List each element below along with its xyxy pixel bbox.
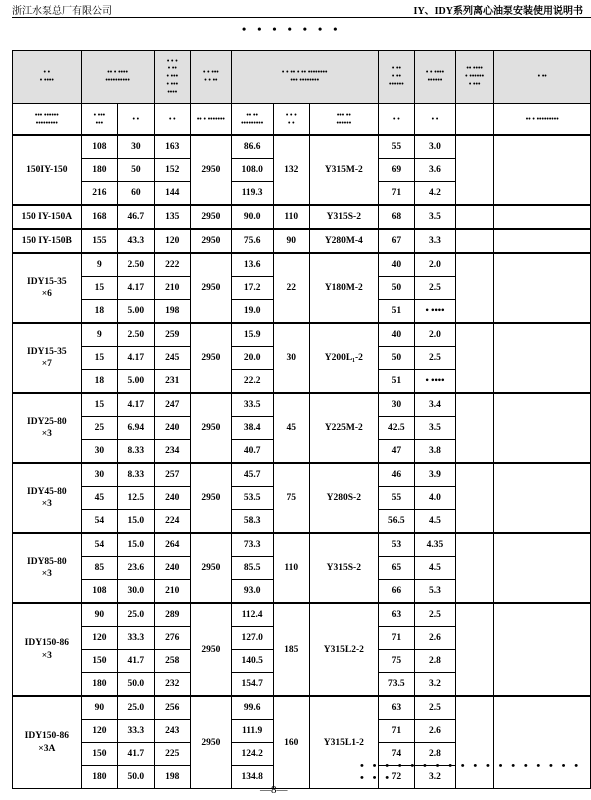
flow-m3h-cell: 180 bbox=[81, 159, 117, 182]
unit-0: ••• •••••• ••••••••• bbox=[13, 104, 82, 136]
model-cell: IDY85-80 ×3 bbox=[13, 533, 82, 603]
table-row bbox=[13, 253, 591, 277]
flow-m3h-cell: 155 bbox=[81, 229, 117, 253]
unit-10 bbox=[455, 104, 494, 136]
head-cell: 135 bbox=[154, 205, 190, 229]
flow-m3h-cell: 18 bbox=[81, 300, 117, 324]
shaft-power-cell: 19.0 bbox=[231, 300, 273, 324]
flow-ls-cell: 41.7 bbox=[118, 650, 154, 673]
efficiency-cell: 40 bbox=[378, 323, 414, 347]
flow-m3h-cell: 90 bbox=[81, 696, 117, 720]
header-company: 浙江水泵总厂有限公司 bbox=[12, 6, 112, 17]
motor-power-cell: 30 bbox=[273, 323, 309, 393]
motor-model-cell: Y315L2-2 bbox=[310, 603, 379, 696]
head-cell: 232 bbox=[154, 673, 190, 697]
shaft-power-cell: 154.7 bbox=[231, 673, 273, 697]
speed-cell: 2950 bbox=[191, 393, 232, 463]
npsh-cell: 4.0 bbox=[415, 487, 456, 510]
head-cell: 240 bbox=[154, 417, 190, 440]
shaft-power-cell: 75.6 bbox=[231, 229, 273, 253]
npsh-cell: 2.5 bbox=[415, 347, 456, 370]
model-cell: 150 IY-150B bbox=[13, 229, 82, 253]
pump-group bbox=[13, 393, 591, 463]
pump-group bbox=[13, 603, 591, 696]
model-cell: IDY15-35 ×6 bbox=[13, 253, 82, 323]
flow-ls-cell: 33.3 bbox=[118, 720, 154, 743]
remark-cell bbox=[494, 229, 591, 253]
flow-ls-cell: 5.00 bbox=[118, 370, 154, 394]
weight-cell bbox=[455, 229, 494, 253]
flow-m3h-cell: 120 bbox=[81, 720, 117, 743]
motor-power-cell: 90 bbox=[273, 229, 309, 253]
motor-model-cell: Y315S-2 bbox=[310, 533, 379, 603]
efficiency-cell: 30 bbox=[378, 393, 414, 417]
flow-ls-cell: 15.0 bbox=[118, 533, 154, 557]
npsh-cell: 4.5 bbox=[415, 510, 456, 534]
table-row bbox=[13, 205, 591, 229]
flow-m3h-cell: 108 bbox=[81, 135, 117, 159]
table-row bbox=[13, 696, 591, 720]
shaft-power-cell: 73.3 bbox=[231, 533, 273, 557]
model-cell: IDY150-86 ×3 bbox=[13, 603, 82, 696]
speed-cell: 2950 bbox=[191, 533, 232, 603]
head-cell: 257 bbox=[154, 463, 190, 487]
speed-cell: 2950 bbox=[191, 205, 232, 229]
motor-model-cell: Y200L₁-2 bbox=[310, 323, 379, 393]
motor-model-cell: Y280M-4 bbox=[310, 229, 379, 253]
shaft-power-cell: 119.3 bbox=[231, 182, 273, 206]
motor-model-cell: Y280S-2 bbox=[310, 463, 379, 533]
shaft-power-cell: 86.6 bbox=[231, 135, 273, 159]
flow-ls-cell: 60 bbox=[118, 182, 154, 206]
table-row bbox=[13, 393, 591, 417]
flow-ls-cell: 8.33 bbox=[118, 463, 154, 487]
efficiency-cell: 53 bbox=[378, 533, 414, 557]
head-cell: 276 bbox=[154, 627, 190, 650]
flow-m3h-cell: 9 bbox=[81, 323, 117, 347]
model-cell: IDY150-86 ×3A bbox=[13, 696, 82, 789]
npsh-cell: 3.8 bbox=[415, 440, 456, 464]
pump-group bbox=[13, 463, 591, 533]
motor-power-cell: 132 bbox=[273, 135, 309, 205]
table-row bbox=[13, 463, 591, 487]
col-head-weight: •• •••• • •••••• • ••• bbox=[455, 51, 494, 104]
flow-m3h-cell: 90 bbox=[81, 603, 117, 627]
top-dots: • • • • • • • bbox=[242, 22, 342, 36]
efficiency-cell: 55 bbox=[378, 135, 414, 159]
remark-cell bbox=[494, 135, 591, 205]
head-cell: 120 bbox=[154, 229, 190, 253]
shaft-power-cell: 15.9 bbox=[231, 323, 273, 347]
speed-cell: 2950 bbox=[191, 135, 232, 205]
flow-ls-cell: 50.0 bbox=[118, 673, 154, 697]
remark-cell bbox=[494, 323, 591, 393]
shaft-power-cell: 127.0 bbox=[231, 627, 273, 650]
flow-m3h-cell: 54 bbox=[81, 510, 117, 534]
pump-group bbox=[13, 253, 591, 323]
efficiency-cell: 65 bbox=[378, 557, 414, 580]
remark-cell bbox=[494, 393, 591, 463]
npsh-cell: 3.2 bbox=[415, 766, 456, 789]
shaft-power-cell: 134.8 bbox=[231, 766, 273, 789]
npsh-cell: 2.5 bbox=[415, 696, 456, 720]
shaft-power-cell: 33.5 bbox=[231, 393, 273, 417]
npsh-cell: • •••• bbox=[415, 300, 456, 324]
efficiency-cell: 40 bbox=[378, 253, 414, 277]
table-row bbox=[13, 135, 591, 159]
flow-ls-cell: 4.17 bbox=[118, 347, 154, 370]
pump-group bbox=[13, 323, 591, 393]
efficiency-cell: 71 bbox=[378, 627, 414, 650]
flow-ls-cell: 30 bbox=[118, 135, 154, 159]
npsh-cell: 4.2 bbox=[415, 182, 456, 206]
shaft-power-cell: 99.6 bbox=[231, 696, 273, 720]
flow-m3h-cell: 15 bbox=[81, 277, 117, 300]
npsh-cell: • •••• bbox=[415, 370, 456, 394]
npsh-cell: 2.5 bbox=[415, 603, 456, 627]
head-cell: 144 bbox=[154, 182, 190, 206]
col-head-model: • • • •••• bbox=[13, 51, 82, 104]
flow-m3h-cell: 25 bbox=[81, 417, 117, 440]
flow-m3h-cell: 9 bbox=[81, 253, 117, 277]
unit-3: • • bbox=[154, 104, 190, 136]
motor-model-cell: Y225M-2 bbox=[310, 393, 379, 463]
flow-ls-cell: 6.94 bbox=[118, 417, 154, 440]
npsh-cell: 5.3 bbox=[415, 580, 456, 604]
efficiency-cell: 46 bbox=[378, 463, 414, 487]
npsh-cell: 3.5 bbox=[415, 205, 456, 229]
efficiency-cell: 75 bbox=[378, 650, 414, 673]
motor-power-cell: 75 bbox=[273, 463, 309, 533]
flow-ls-cell: 23.6 bbox=[118, 557, 154, 580]
head-cell: 240 bbox=[154, 487, 190, 510]
shaft-power-cell: 17.2 bbox=[231, 277, 273, 300]
header-rule bbox=[12, 17, 591, 18]
table-row bbox=[13, 603, 591, 627]
header-title: IY、IDY系列离心油泵安装使用说明书 bbox=[413, 6, 583, 17]
motor-power-cell: 45 bbox=[273, 393, 309, 463]
unit-6: • • • • • bbox=[273, 104, 309, 136]
flow-ls-cell: 41.7 bbox=[118, 743, 154, 766]
speed-cell: 2950 bbox=[191, 603, 232, 696]
model-cell: 150IY-150 bbox=[13, 135, 82, 205]
shaft-power-cell: 111.9 bbox=[231, 720, 273, 743]
head-cell: 264 bbox=[154, 533, 190, 557]
flow-m3h-cell: 150 bbox=[81, 743, 117, 766]
col-head-npsh: • • •••• •••••• bbox=[415, 51, 456, 104]
efficiency-cell: 69 bbox=[378, 159, 414, 182]
model-cell: 150 IY-150A bbox=[13, 205, 82, 229]
npsh-cell: 3.2 bbox=[415, 673, 456, 697]
npsh-cell: 2.6 bbox=[415, 627, 456, 650]
head-cell: 234 bbox=[154, 440, 190, 464]
flow-ls-cell: 25.0 bbox=[118, 603, 154, 627]
head-cell: 225 bbox=[154, 743, 190, 766]
speed-cell: 2950 bbox=[191, 696, 232, 789]
unit-9: • • bbox=[415, 104, 456, 136]
pump-group bbox=[13, 533, 591, 603]
col-head-flow: •• • •••• •••••••••• bbox=[81, 51, 154, 104]
flow-ls-cell: 25.0 bbox=[118, 696, 154, 720]
flow-m3h-cell: 45 bbox=[81, 487, 117, 510]
shaft-power-cell: 112.4 bbox=[231, 603, 273, 627]
shaft-power-cell: 20.0 bbox=[231, 347, 273, 370]
npsh-cell: 3.3 bbox=[415, 229, 456, 253]
motor-power-cell: 160 bbox=[273, 696, 309, 789]
flow-ls-cell: 5.00 bbox=[118, 300, 154, 324]
head-cell: 259 bbox=[154, 323, 190, 347]
npsh-cell: 4.35 bbox=[415, 533, 456, 557]
motor-power-cell: 110 bbox=[273, 533, 309, 603]
speed-cell: 2950 bbox=[191, 229, 232, 253]
motor-power-cell: 22 bbox=[273, 253, 309, 323]
flow-ls-cell: 12.5 bbox=[118, 487, 154, 510]
col-head-eff: • •• • •• •••••• bbox=[378, 51, 414, 104]
efficiency-cell: 74 bbox=[378, 743, 414, 766]
npsh-cell: 3.0 bbox=[415, 135, 456, 159]
motor-model-cell: Y315S-2 bbox=[310, 205, 379, 229]
head-cell: 240 bbox=[154, 557, 190, 580]
npsh-cell: 2.0 bbox=[415, 253, 456, 277]
flow-m3h-cell: 15 bbox=[81, 393, 117, 417]
flow-ls-cell: 46.7 bbox=[118, 205, 154, 229]
efficiency-cell: 47 bbox=[378, 440, 414, 464]
shaft-power-cell: 40.7 bbox=[231, 440, 273, 464]
npsh-cell: 3.4 bbox=[415, 393, 456, 417]
head-cell: 224 bbox=[154, 510, 190, 534]
npsh-cell: 3.5 bbox=[415, 417, 456, 440]
flow-ls-cell: 30.0 bbox=[118, 580, 154, 604]
shaft-power-cell: 38.4 bbox=[231, 417, 273, 440]
head-cell: 231 bbox=[154, 370, 190, 394]
head-cell: 210 bbox=[154, 277, 190, 300]
efficiency-cell: 68 bbox=[378, 205, 414, 229]
motor-power-cell: 185 bbox=[273, 603, 309, 696]
model-cell: IDY25-80 ×3 bbox=[13, 393, 82, 463]
efficiency-cell: 67 bbox=[378, 229, 414, 253]
pump-group bbox=[13, 135, 591, 205]
bottom-dots: • • • • • • • • • • • • • • • • • • • • • bbox=[360, 760, 582, 784]
efficiency-cell: 73.5 bbox=[378, 673, 414, 697]
head-cell: 198 bbox=[154, 766, 190, 789]
head-cell: 210 bbox=[154, 580, 190, 604]
unit-11: •• • ••••••••• bbox=[494, 104, 591, 136]
shaft-power-cell: 90.0 bbox=[231, 205, 273, 229]
head-cell: 256 bbox=[154, 696, 190, 720]
npsh-cell: 2.5 bbox=[415, 277, 456, 300]
head-cell: 152 bbox=[154, 159, 190, 182]
weight-cell bbox=[455, 253, 494, 323]
flow-m3h-cell: 180 bbox=[81, 766, 117, 789]
shaft-power-cell: 58.3 bbox=[231, 510, 273, 534]
unit-1: • ••• ••• bbox=[81, 104, 117, 136]
remark-cell bbox=[494, 253, 591, 323]
page-header bbox=[12, 0, 591, 16]
col-head-remark: • •• bbox=[494, 51, 591, 104]
pump-spec-table bbox=[12, 50, 591, 789]
weight-cell bbox=[455, 135, 494, 205]
pump-group bbox=[13, 205, 591, 229]
speed-cell: 2950 bbox=[191, 253, 232, 323]
flow-m3h-cell: 30 bbox=[81, 463, 117, 487]
unit-4: •• • ••••••• bbox=[191, 104, 232, 136]
header-row-1 bbox=[13, 51, 591, 104]
npsh-cell: 3.6 bbox=[415, 159, 456, 182]
flow-m3h-cell: 120 bbox=[81, 627, 117, 650]
head-cell: 245 bbox=[154, 347, 190, 370]
efficiency-cell: 56.5 bbox=[378, 510, 414, 534]
head-cell: 222 bbox=[154, 253, 190, 277]
col-head-power: • • •• • •• •••••••• ••• •••••••• bbox=[231, 51, 378, 104]
table-row bbox=[13, 229, 591, 253]
flow-m3h-cell: 150 bbox=[81, 650, 117, 673]
flow-m3h-cell: 180 bbox=[81, 673, 117, 697]
flow-m3h-cell: 30 bbox=[81, 440, 117, 464]
motor-power-cell: 110 bbox=[273, 205, 309, 229]
efficiency-cell: 50 bbox=[378, 277, 414, 300]
npsh-cell: 3.9 bbox=[415, 463, 456, 487]
remark-cell bbox=[494, 205, 591, 229]
efficiency-cell: 51 bbox=[378, 300, 414, 324]
motor-model-cell: Y180M-2 bbox=[310, 253, 379, 323]
flow-ls-cell: 50 bbox=[118, 159, 154, 182]
unit-2: • • bbox=[118, 104, 154, 136]
flow-m3h-cell: 15 bbox=[81, 347, 117, 370]
unit-8: • • bbox=[378, 104, 414, 136]
flow-ls-cell: 15.0 bbox=[118, 510, 154, 534]
efficiency-cell: 71 bbox=[378, 182, 414, 206]
shaft-power-cell: 140.5 bbox=[231, 650, 273, 673]
flow-ls-cell: 2.50 bbox=[118, 323, 154, 347]
head-cell: 289 bbox=[154, 603, 190, 627]
npsh-cell: 2.0 bbox=[415, 323, 456, 347]
flow-ls-cell: 33.3 bbox=[118, 627, 154, 650]
shaft-power-cell: 93.0 bbox=[231, 580, 273, 604]
table-row bbox=[13, 323, 591, 347]
efficiency-cell: 50 bbox=[378, 347, 414, 370]
unit-5: •• •• ••••••••• bbox=[231, 104, 273, 136]
shaft-power-cell: 85.5 bbox=[231, 557, 273, 580]
flow-m3h-cell: 85 bbox=[81, 557, 117, 580]
flow-m3h-cell: 54 bbox=[81, 533, 117, 557]
flow-m3h-cell: 108 bbox=[81, 580, 117, 604]
head-cell: 163 bbox=[154, 135, 190, 159]
efficiency-cell: 63 bbox=[378, 603, 414, 627]
remark-cell bbox=[494, 463, 591, 533]
col-head-speed: • • ••• • • •• bbox=[191, 51, 232, 104]
shaft-power-cell: 124.2 bbox=[231, 743, 273, 766]
weight-cell bbox=[455, 603, 494, 696]
model-cell: IDY45-80 ×3 bbox=[13, 463, 82, 533]
flow-ls-cell: 50.0 bbox=[118, 766, 154, 789]
head-cell: 243 bbox=[154, 720, 190, 743]
npsh-cell: 4.5 bbox=[415, 557, 456, 580]
motor-model-cell: Y315M-2 bbox=[310, 135, 379, 205]
weight-cell bbox=[455, 205, 494, 229]
weight-cell bbox=[455, 463, 494, 533]
flow-m3h-cell: 168 bbox=[81, 205, 117, 229]
flow-ls-cell: 4.17 bbox=[118, 393, 154, 417]
flow-ls-cell: 4.17 bbox=[118, 277, 154, 300]
shaft-power-cell: 45.7 bbox=[231, 463, 273, 487]
head-cell: 258 bbox=[154, 650, 190, 673]
remark-cell bbox=[494, 603, 591, 696]
table-row bbox=[13, 533, 591, 557]
efficiency-cell: 42.5 bbox=[378, 417, 414, 440]
pump-group bbox=[13, 229, 591, 253]
efficiency-cell: 66 bbox=[378, 580, 414, 604]
npsh-cell: 2.8 bbox=[415, 743, 456, 766]
shaft-power-cell: 22.2 bbox=[231, 370, 273, 394]
weight-cell bbox=[455, 323, 494, 393]
header-row-2 bbox=[13, 104, 591, 136]
speed-cell: 2950 bbox=[191, 463, 232, 533]
unit-7: ••• •• •••••• bbox=[310, 104, 379, 136]
shaft-power-cell: 13.6 bbox=[231, 253, 273, 277]
efficiency-cell: 72 bbox=[378, 766, 414, 789]
remark-cell bbox=[494, 533, 591, 603]
flow-ls-cell: 43.3 bbox=[118, 229, 154, 253]
model-cell: IDY15-35 ×7 bbox=[13, 323, 82, 393]
efficiency-cell: 55 bbox=[378, 487, 414, 510]
efficiency-cell: 51 bbox=[378, 370, 414, 394]
efficiency-cell: 63 bbox=[378, 696, 414, 720]
flow-m3h-cell: 18 bbox=[81, 370, 117, 394]
head-cell: 247 bbox=[154, 393, 190, 417]
weight-cell bbox=[455, 393, 494, 463]
weight-cell bbox=[455, 533, 494, 603]
col-head-head: • • • • •• • ••• • ••• •••• bbox=[154, 51, 190, 104]
flow-m3h-cell: 216 bbox=[81, 182, 117, 206]
page-number: —8— bbox=[260, 784, 288, 796]
speed-cell: 2950 bbox=[191, 323, 232, 393]
flow-ls-cell: 2.50 bbox=[118, 253, 154, 277]
npsh-cell: 2.6 bbox=[415, 720, 456, 743]
npsh-cell: 2.8 bbox=[415, 650, 456, 673]
shaft-power-cell: 108.0 bbox=[231, 159, 273, 182]
flow-ls-cell: 8.33 bbox=[118, 440, 154, 464]
motor-model-cell: Y315L1-2 bbox=[310, 696, 379, 789]
head-cell: 198 bbox=[154, 300, 190, 324]
efficiency-cell: 71 bbox=[378, 720, 414, 743]
shaft-power-cell: 53.5 bbox=[231, 487, 273, 510]
